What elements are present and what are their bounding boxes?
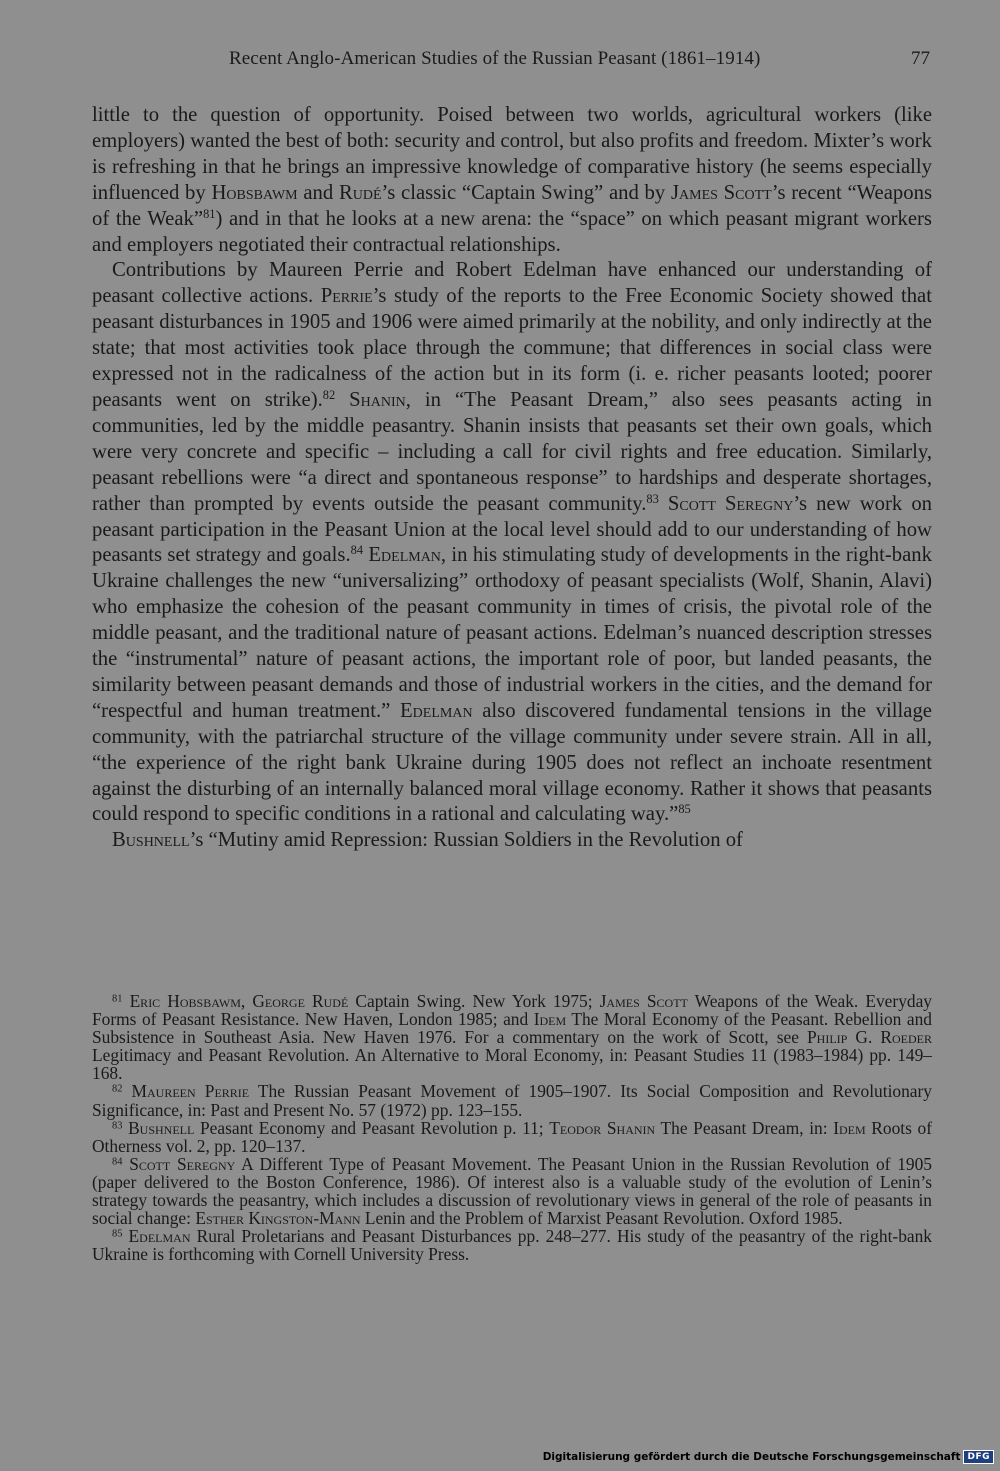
page-number: 77 [911,48,930,69]
footnote-ref[interactable]: 83 [646,491,659,506]
footnote-82 [92,1082,932,1118]
text-run: Captain Swing. New York 1975; [348,991,600,1011]
text-run: and [297,181,339,204]
footnote-ref[interactable]: 81 [203,206,216,221]
author-name: Edelman [128,1226,191,1247]
text-run: ’s classic “Captain Swing” and by [381,181,671,204]
text-run: Peasant Economy and Peasant Revolution p. 11; [194,1117,550,1138]
author-name: Shanin [349,388,406,411]
text-run [122,1081,131,1101]
author-name: Hobsbawm [211,181,298,204]
paragraph-3 [92,828,932,854]
author-name: Teodor Shanin [549,1117,656,1138]
footnote-ref[interactable]: 85 [678,802,691,817]
text-run: Weapons of the Weak. Everyday Forms of Peasant Resistance. New Haven, London 1985; and [92,991,932,1030]
text-run: Legitimacy and Peasant Revolution. An Alternative to Moral Economy, in: Peasant Studies 11 (1983–1984) pp. 149–168. [92,1045,932,1084]
footnote-85 [92,1227,932,1263]
author-name: Maureen Perrie [131,1081,250,1102]
footnote-number: 84 [112,1156,123,1168]
author-name: Edelman [400,699,473,722]
footnote-number: 83 [112,1119,123,1131]
text-run: ’s recent “Weapons of the Weak” [92,181,932,230]
footnote-ref[interactable]: 84 [350,543,364,558]
dfg-logo[interactable]: DFG [963,1450,994,1464]
text-run: The Russian Peasant Movement of 1905–1907. Its Social Composition and Revolutionary Significance, in: Past and Present No. 57 (1972) pp. 123–155. [92,1081,932,1120]
footnotes [92,992,932,1263]
text-run: Contributions by Maureen Perrie and Robert Edelman have enhanced our understanding of peasant collective actions. [92,259,932,308]
text-run: Rural Proletarians and Peasant Disturbances pp. 248–277. His study of the peasantry of the right-bank Ukraine is forthcoming with Cornell University Press. [92,1226,932,1265]
footnote-ref[interactable]: 82 [322,388,336,403]
footnote-number: 82 [112,1083,123,1095]
text-run: Roots of Otherness vol. 2, pp. 120–137. [92,1117,933,1156]
author-name: Idem [533,1009,567,1030]
text-run: A Different Type of Peasant Movement. The Peasant Union in the Russian Revolution of 1905 (paper delivered to the Boston Conference, 1986). Of interest also is a valuable study of the evolution of Lenin’s strategy towards the peasantry, which includes a discussion of revolutionary views in general of the role of peasants in social change: [92,1153,932,1229]
text-run: Lenin and the Problem of Marxist Peasant Revolution. Oxford 1985. [360,1208,843,1229]
author-name: Perrie [320,285,373,308]
author-name: Bushnell [112,829,190,852]
text-run: also discovered fundamental tensions in the village community, with the patriarchal structure of the village community under severe strain. All in all, “the experience of the right bank Ukraine during 1905 does not reflect an inchoate resentment against the disturbing of an internally balanced moral village economy. Rather it shows that peasants could respond to specific conditions in a rational and calculating way.” [92,699,932,826]
author-name: Esther Kingston-Mann [195,1208,361,1229]
footnote-83 [92,1119,932,1155]
footnote-84 [92,1155,932,1227]
running-header [92,48,932,74]
author-name: Scott Seregny [129,1153,236,1174]
running-title: Recent Anglo-American Studies of the Russian Peasant (1861–1914) [229,48,761,69]
text-run: ) and in that he looks at a new arena: the “space” on which peasant migrant workers and employers negotiated their contractual relationships. [92,207,932,256]
text-run: ’s “Mutiny amid Repression: Russian Soldiers in the Revolution of [189,829,743,852]
author-name: Edelman [368,544,441,567]
footnote-number: 81 [112,993,123,1005]
author-name: Scott Seregny [667,492,794,515]
author-name: James Scott [670,181,772,204]
text-run: ’s new work on peasant participation in the Peasant Union at the local level should add to our understanding of how peasants set strategy and goals. [92,492,933,567]
footnote-81 [92,992,932,1082]
author-name: Philip G. Roeder [807,1027,932,1048]
text-run [122,991,129,1011]
text-run: ’s study of the reports to the Free Economic Society showed that peasant disturbances in 1905 and 1906 were aimed primarily at the nobility, and only indirectly at the state; that most activities took place through the commune; that differences in social class were expressed not in the radicalness of the action but in its form (i. e. richer peasants looted; poorer peasants went on strike). [92,285,932,411]
digitization-credit [543,1447,994,1467]
paragraph-1 [92,103,932,258]
text-run: little to the question of opportunity. Poised between two worlds, agricultural workers (like employers) wanted the best of both: security and control, but also profits and freedom. Mixter’s work is refreshing in that he brings an impressive knowledge of comparative history (he seems especially influenced by [92,104,932,204]
author-name: Idem [833,1117,866,1138]
text-run [335,389,349,411]
main-text [92,103,932,854]
paragraph-2 [92,258,932,828]
credit-text: Digitalisierung gefördert durch die Deutsche Forschungsgemeinschaft [542,1451,961,1463]
text-run: The Moral Economy of the Peasant. Rebellion and Subsistence in Southeast Asia. New Haven 1976. For a commentary on the work of Scott, see [92,1009,932,1048]
text-run: , in his stimulating study of developments in the right-bank Ukraine challenges the new “universalizing” orthodoxy of peasant specialists (Wolf, Shanin, Alavi) who emphasize the cohesion of the peasant community in times of crisis, the pivotal role of the middle peasant, and the traditional nature of peasant actions. Edelman’s nuanced description stresses the “instrumental” nature of peasant actions, the important role of poor, but landed peasants, the similarity between peasant demands and those of industrial workers in the cities, and the demand for “respectful and human treatment.” [92,544,932,722]
author-name: Rudé [338,181,382,204]
author-name: Eric Hobsbawm, George Rudé [129,991,349,1011]
footnote-number: 85 [112,1228,123,1240]
text-run: , in “The Peasant Dream,” also sees peasants acting in communities, led by the middle peasantry. Shanin insists that peasants set their own goals, which were very concrete and specific – including a call for civil rights and free education. Similarly, peasant rebellions were “a direct and spontaneous response” to hardships and desperate shortages, rather than prompted by events outside the peasant community. [92,388,933,515]
text-run [659,493,668,515]
author-name: Bushnell [128,1117,195,1138]
author-name: James Scott [599,991,688,1011]
text-run: The Peasant Dream, in: [655,1117,834,1138]
